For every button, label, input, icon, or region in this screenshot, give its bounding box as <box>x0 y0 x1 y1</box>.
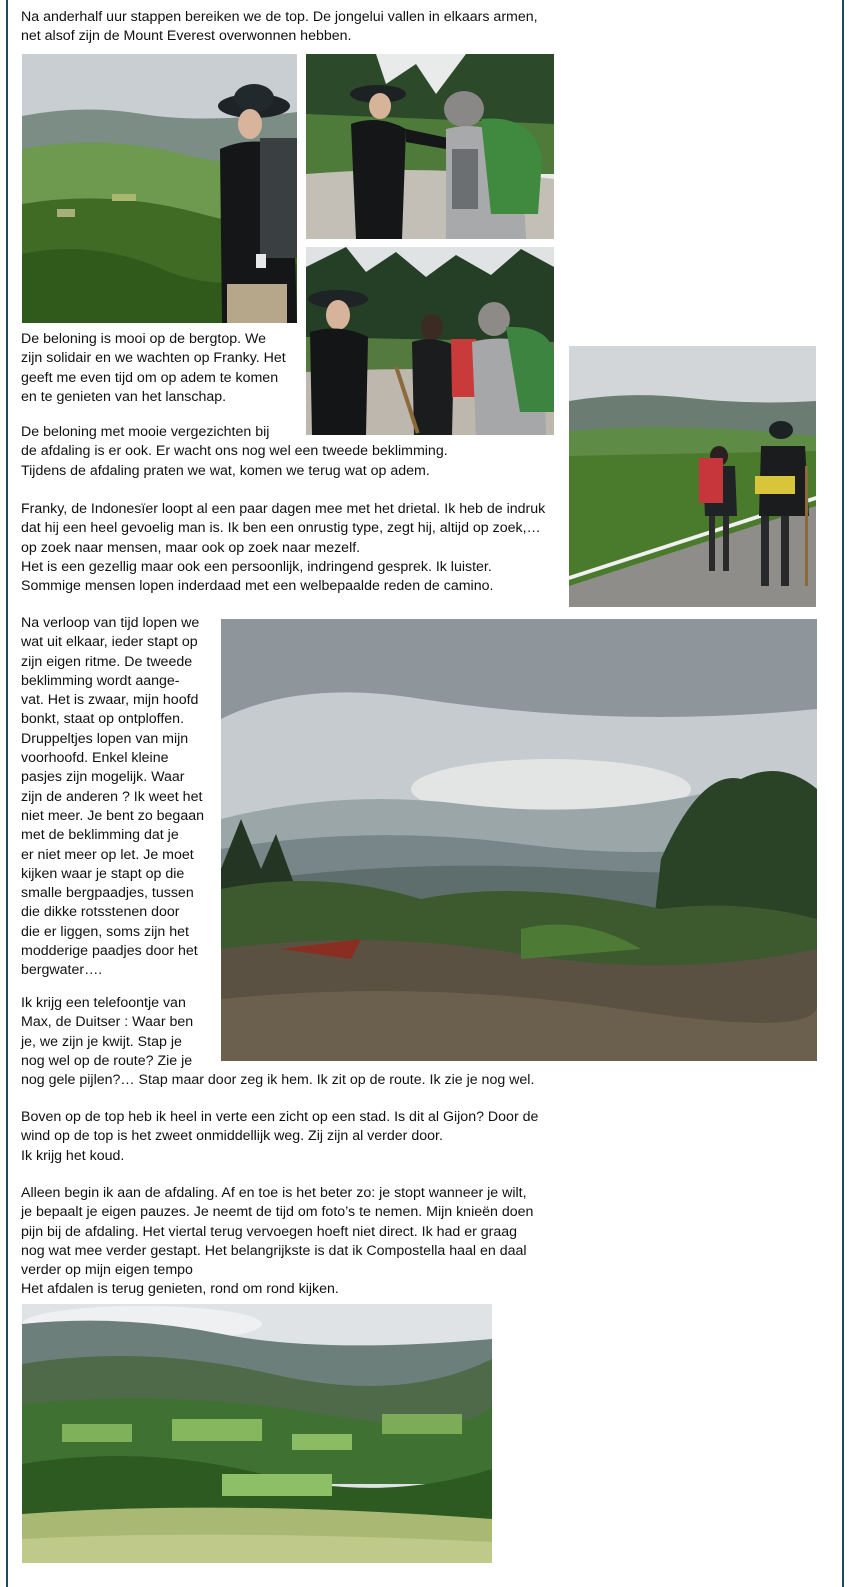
paragraph-alone: Alleen begin ik aan de afdaling. Af en toe is het beter zo: je stopt wanneer je wilt, je bepaalt je eigen pauzes. Je neemt de tijd om foto’s te nemen. Mijn knieën doen pijn bij de afdaling. Het viertal terug vervoegen hoeft niet direct. Ik had er graag nog wat mee verder gestapt. Het belangrijkste is dat ik Compostella haal en daal verder op mijn eigen tempo Het afdalen is terug genieten, rond om rond kijken. <box>21 1185 534 1298</box>
paragraph-phone: Ik krijg een telefoontje van Max, de Duitser : Waar ben je, we zijn je kwijt. Stap je nog wel op de route? Zie je <box>21 995 194 1069</box>
paragraph-franky: Franky, de Indonesïer loopt al een paar dagen mee met het drietal. Ik heb de indruk dat hij een heel gevoelig man is. Ik ben een onrustig type, zegt hij, altijd op zoek,… op zoek naar mensen, maar ook op zoek naar mezelf. Het is een gezellig maar ook een persoonlijk, indringend gesprek. Ik luister. Sommige mensen lopen inderdaad met een welbepaalde reden de camino. <box>21 501 546 595</box>
photo-group-meeting <box>306 247 554 435</box>
paragraph-phone-end: nog gele pijlen?… Stap maar door zeg ik hem. Ik zit op de route. Ik zie je nog wel. <box>21 1072 535 1088</box>
right-border <box>842 0 844 1587</box>
paragraph-top: Boven op de top heb ik heel in verte een zicht op een stad. Is dit al Gijon? Door de wind op de top is het zweet onmiddellijk weg. Zij zijn al verder door. Ik krijg het koud. <box>21 1109 539 1164</box>
paragraph-climb: Na verloop van tijd lopen we wat uit elkaar, ieder stapt op zijn eigen ritme. De tweede beklimming wordt aange- vat. Het is zwaar, mijn hoofd bonkt, staat op ontploffen. Druppeltjes lopen van mijn voorhoofd. Enkel kleine pasjes zijn mogelijk. Waar zijn de anderen ? Ik weet het niet meer. Je bent zo begaan met de beklimming dat je er niet meer op let. Je moet kijken waar je stapt op die smalle bergpaadjes, tussen die dikke rotsstenen door die er liggen, soms zijn het modderige paadjes door het bergwater…. <box>21 615 204 979</box>
paragraph-intro: Na anderhalf uur stappen bereiken we de top. De jongelui vallen in elkaars armen, net alsof zijn de Mount Everest overwonnen hebben. <box>21 9 538 45</box>
photo-cloudy-landscape <box>221 619 817 1061</box>
paragraph-descent: De beloning met mooie vergezichten bij de afdaling is er ook. Er wacht ons nog wel een tweede beklimming. Tijdens de afdaling praten we wat, komen we terug wat op adem. <box>21 424 448 479</box>
photo-embrace-road <box>306 54 554 239</box>
paragraph-reward: De beloning is mooi op de bergtop. We zijn solidair en we wachten op Franky. Het geeft me even tijd om op adem te komen en te genieten van het lanschap. <box>21 331 286 405</box>
photo-green-valley <box>22 1304 492 1563</box>
left-border <box>6 0 8 1587</box>
photo-hikers-road <box>569 346 816 607</box>
photo-hiker-valley <box>22 54 297 323</box>
